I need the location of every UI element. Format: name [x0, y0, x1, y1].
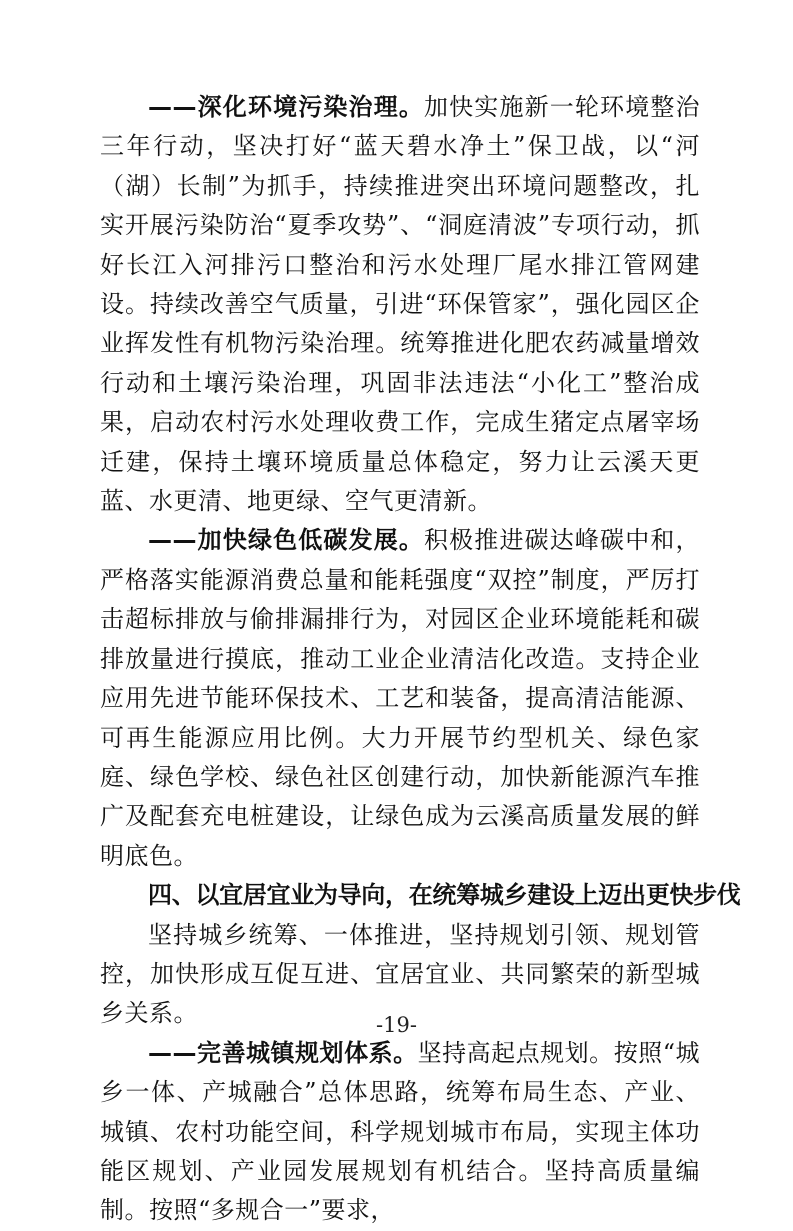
paragraph-lead-title: ——加快绿色低碳发展。: [148, 526, 424, 555]
paragraph-text: 加快实施新一轮环境整治三年行动，坚决打好“蓝天碧水净土”保卫战，以“河（湖）长制”为抓手，持续推进突出环境问题整改，扎实开展污染防治“夏季攻势”、“洞庭清波”专项行动，抓好长江入河排污口整治和污水处理厂尾水排江管网建设。持续改善空气质量，引进“环保管家”，强化园区企业挥发性有机物污染治理。统筹推进化肥农药减量增效行动和土壤污染治理，巩固非法违法“小化工”整治成果，启动农村污水处理收费工作，完成生猪定点屠宰场迁建，保持土壤环境质量总体稳定，努力让云溪天更蓝、水更清、地更绿、空气更清新。: [100, 93, 700, 516]
page-number: -19-: [376, 1013, 417, 1037]
paragraph-lead-title: ——深化环境污染治理。: [148, 93, 424, 121]
paragraph-text: 积极推进碳达峰碳中和，严格落实能源消费总量和能耗强度“双控”制度，严厉打击超标排放与偷排漏排行为，对园区企业环境能耗和碳排放量进行摸底，推动工业企业清洁化改造。支持企业应用先进节能环保技术、工艺和装备，提高清洁能源、可再生能源应用比例。大力开展节约型机关、绿色家庭、绿色学校、绿色社区创建行动，加快新能源汽车推广及配套充电桩建设，让绿色成为云溪高质量发展的鲜明底色。: [100, 526, 700, 870]
section-heading: 四、以宜居宜业为导向，在统筹城乡建设上迈出更快步伐: [148, 881, 741, 910]
paragraph-text: 坚持高起点规划。按照“城乡一体、产城融合”总体思路，统筹布局生态、产业、城镇、农村功能空间，科学规划城市布局，实现主体功能区规划、产业园发展规划有机结合。坚持高质量编制。按照“多规合一”要求，: [100, 1038, 700, 1225]
paragraph-urban-planning: [100, 1034, 700, 1231]
paragraph-lead-title: ——完善城镇规划体系。: [148, 1038, 418, 1067]
page-body: [100, 88, 741, 1231]
paragraph-green-development: [100, 521, 700, 876]
paragraph-pollution-control: [100, 88, 700, 521]
section-intro-paragraph: 坚持城乡统筹、一体推进，坚持规划引领、规划管控，加快形成互促互进、宜居宜业、共同繁荣的新型城乡关系。: [100, 920, 700, 1028]
